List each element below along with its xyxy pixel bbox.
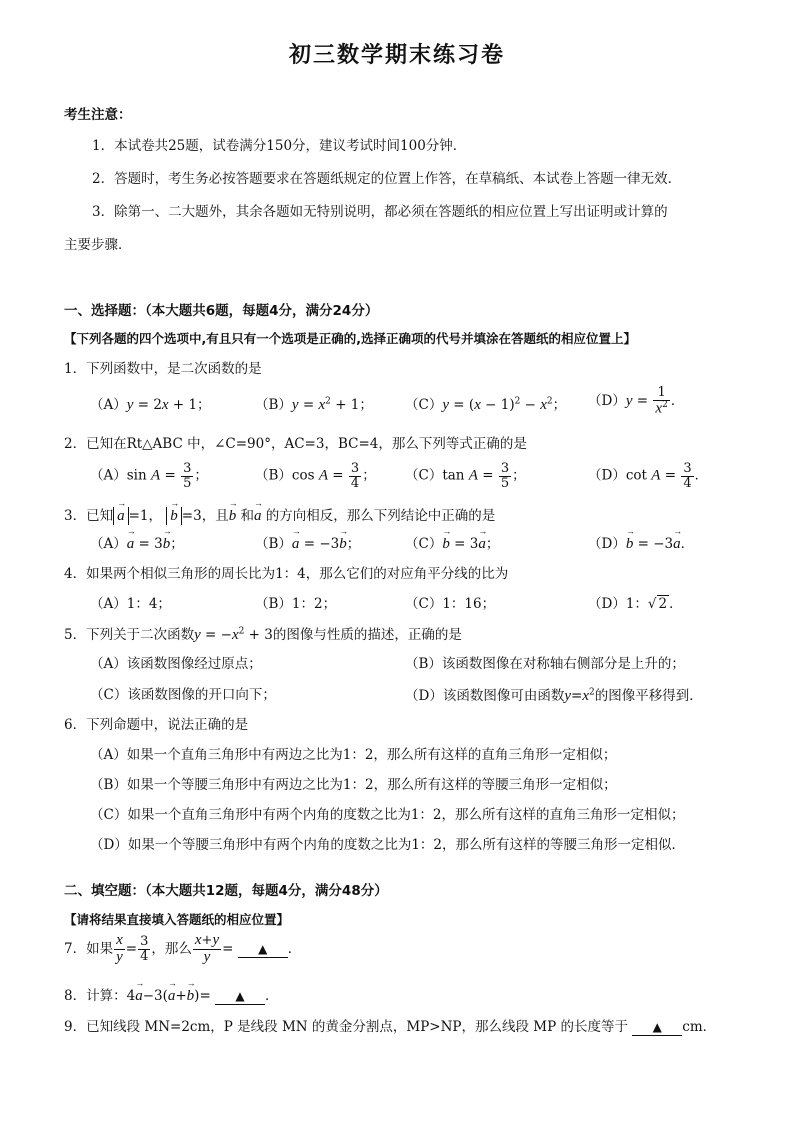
q2-option-b: （B）cos A = $\frac{3}{4}$ ；	[255, 461, 376, 491]
q4-option-d: （D）1：√ 2 ．	[588, 596, 683, 612]
notice-item: 2．答题时，考生务必按答题要求在答题纸规定的位置上作答，在草稿纸、本试卷上答题一律无效．	[92, 171, 682, 187]
q4-stem: 4．如果两个相似三角形的周长比为1：4，那么它们的对应角平分线的比为	[64, 566, 509, 582]
triangle-icon: ▲	[235, 989, 245, 1003]
notice-item: 3．除第一、二大题外，其余各题如无特别说明，都必须在答题纸的相应位置上写出证明或计算的	[92, 204, 668, 220]
page-title: 初三数学期末练习卷	[288, 43, 505, 68]
q6-option-a: （A）如果一个直角三角形中有两边之比为1：2，那么所有这样的直角三角形一定相似；	[90, 747, 617, 763]
q9-answer-blank[interactable]	[632, 1019, 682, 1036]
q6-option-d: （D）如果一个等腰三角形中有两个内角的度数之比为1：2，那么所有这样的等腰三角形一定相似．	[90, 837, 686, 853]
q2-stem: 2．已知在Rt△ABC 中，∠C=90°，AC=3，BC=4，那么下列等式正确的是	[64, 436, 527, 452]
q1-option-b: $(B)y = x^2 + 1$；	[255, 396, 373, 413]
section1-heading: 一、选择题：（本大题共6题，每题4分，满分24分）	[64, 303, 379, 319]
q3-option-c: （C）→ b = 3→ a；	[405, 535, 499, 553]
q6-stem: 6．下列命题中，说法正确的是	[64, 717, 249, 733]
q6-option-b: （B）如果一个等腰三角形中有两边之比为1：2，那么所有这样的等腰三角形一定相似；	[90, 777, 617, 793]
q8-answer-blank[interactable]	[215, 988, 265, 1005]
q1-option-c: $(C)y = (x - 1)^2 - x^2$；	[405, 396, 567, 413]
q7-answer-blank[interactable]	[238, 941, 288, 958]
q1-option-a: （A）y = 2x + 1；	[90, 397, 211, 413]
q4-option-a: （A）1：4；	[90, 596, 171, 612]
section2-heading: 二、填空题：（本大题共12题，每题4分，满分48分）	[64, 883, 388, 899]
q8: 8．计算：4→ a−3(→ a+→ b)= ▲ ．	[64, 987, 279, 1005]
q5-option-d: （D）该函数图像可由函数$y=x^2$的图像平移得到．	[405, 687, 703, 704]
section1-instruction: 【下列各题的四个选项中,有且只有一个选项是正确的,选择正确项的代号并填涂在答题纸的相应位置上】	[64, 331, 636, 346]
q7: 7．如果 $\frac{x}{y}$ = $\frac{3}{4}$ ，那么 $\frac{x+y}{y}$ = ▲ ．	[64, 932, 302, 965]
q1-stem: 1．下列函数中，是二次函数的是	[64, 361, 262, 377]
notice-heading: 考生注意：	[64, 107, 132, 123]
q3-option-d: （D）→ b = −3→ a．	[588, 535, 694, 553]
q2-option-a: （A）sin A = $\frac{3}{5}$ ；	[90, 461, 208, 491]
q2-option-c: （C）tan A = $\frac{3}{5}$ ；	[405, 461, 526, 491]
q9: 9．已知线段 MN=2cm，P 是线段 MN 的黄金分割点，MP>NP，那么线段 MP 的长度等于 ▲ cm．	[64, 1019, 717, 1035]
notice-item: 1．本试卷共25题，试卷满分150分，建议考试时间100分钟．	[92, 138, 467, 154]
q5-option-c: （C）该函数图像的开口向下；	[90, 687, 276, 703]
notice-item: 主要步骤．	[64, 237, 132, 253]
q5-stem: 5．下列关于二次函数$y = -x^2 + 3$的图像与性质的描述，正确的是	[64, 626, 462, 643]
q1-option-d: （D）y = $\frac{1}{x^2}$ ．	[588, 385, 685, 416]
triangle-icon: ▲	[258, 941, 268, 956]
triangle-icon: ▲	[652, 1020, 662, 1034]
q2-option-d: （D）cot A = $\frac{3}{4}$ ．	[588, 461, 709, 491]
q5-option-a: （A）该函数图像经过原点；	[90, 656, 262, 672]
section2-instruction: 【请将结果直接填入答题纸的相应位置】	[64, 912, 290, 927]
q4-option-c: （C）1：16；	[405, 596, 496, 612]
q4-option-b: （B）1：2；	[255, 596, 337, 612]
q3-stem: 3．已知→ a =1， → b =3，且→ b 和→ a 的方向相反，那么下列结论中正确的是	[64, 507, 495, 525]
q3-option-b: （B）→ a = −3→ b；	[255, 535, 360, 553]
q6-option-c: （C）如果一个直角三角形中有两个内角的度数之比为1：2，那么所有这样的直角三角形一定相似；	[90, 807, 685, 823]
q5-option-b: （B）该函数图像在对称轴右侧部分是上升的；	[405, 656, 685, 672]
q3-option-a: （A）→ a = 3→ b；	[90, 535, 184, 553]
